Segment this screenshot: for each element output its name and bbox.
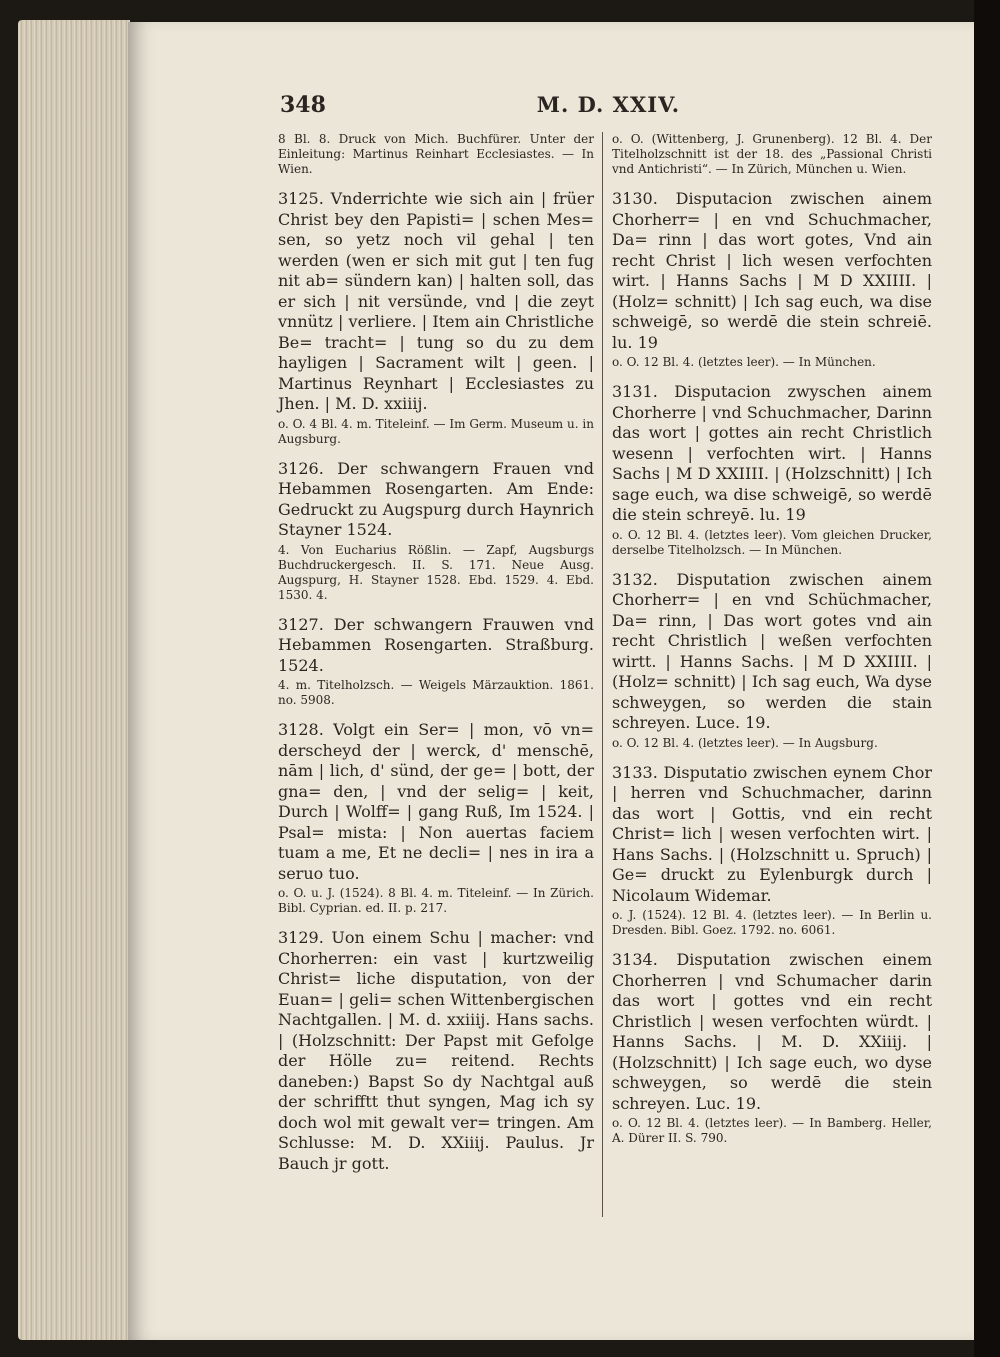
entry-note: o. O. 12 Bl. 4. (letztes leer). Vom gleichen Drucker, derselbe Titelholzsch. — In München. (612, 527, 932, 557)
entry-3128 (278, 720, 594, 916)
entry-3134 (612, 950, 932, 1146)
entry-title: 3134. Disputation zwischen einem Chorherren | vnd Schumacher darin das wort | gottes vnd ein recht Christlich | wesen verfochten würdt. | Hanns Sachs. | M. D. XXiiij. | (Holzschnitt) | Ich sage euch, wo dyse schweygen, so werdē die stein schreyen. Luc. 19. (612, 950, 932, 1113)
entry-note: o. O. u. J. (1524). 8 Bl. 4. m. Titeleinf. — In Zürich. Bibl. Cyprian. ed. II. p. 217. (278, 886, 594, 915)
entry-title: 3131. Disputacion zwyschen ainem Chorherre | vnd Schuchmacher, Darinn das wort | gottes ain recht Christlich wesenn | verfochten wirt. | Hanns Sachs | M D XXIIII. | (Holzschnitt) | Ich sage euch, wa dise schweigē, so werdē die stein schreyē. lu. 19 (612, 382, 932, 524)
entry-3133 (612, 763, 932, 939)
entry-title: 3126. Der schwangern Frauen vnd Hebammen Rosengarten. Am Ende: Gedruckt zu Augspurg durch Haynrich Stayner 1524. (278, 458, 594, 539)
entry-3130 (612, 189, 932, 370)
entry-note: 8 Bl. 8. Druck von Mich. Buchfürer. Unter der Einleitung: Martinus Reinhart Ecclesiastes. — In Wien. (278, 132, 594, 176)
entry-3125 (278, 189, 594, 447)
entry-title: 3132. Disputation zwischen ainem Chorherr= | en vnd Schüchmacher, Da= rinn, | Das wort gotes vnd ain recht Christlich | weßen verfochten wirtt. | Hanns Sachs. | M D XXIIII. | (Holz= schnitt) | Ich sag euch, Wa dyse schweygen, so werden die stain schreyen. Luce. 19. (612, 569, 932, 732)
entry-title: 3125. Vnderrichte wie sich ain | früer Christ bey den Papisti= | schen Mes= sen, so yetz noch vil gehal | ten werden (wen er sich mit gut | ten fug nit ab= sündern kan) | halten soll, das er sich | nit versünde, vnd | die zeyt vnnütz | verliere. | Item ain Christliche Be= tracht= | tung so du zu dem hayligen | Sacrament wilt | geen. | Martinus Reynhart | Ecclesiastes zu Jhen. | M. D. xxiiij. (278, 189, 594, 413)
column-divider (602, 132, 603, 1217)
running-head: M. D. XXIV. (536, 92, 680, 117)
entry-note: o. O. 12 Bl. 4. (letztes leer). — In München. (612, 355, 876, 369)
entry-note: o. J. (1524). 12 Bl. 4. (letztes leer). — In Berlin u. Dresden. Bibl. Goez. 1792. no. 6061. (612, 908, 932, 937)
entry-title: 3128. Volgt ein Ser= | mon, vō vn= derscheyd der | werck, d' menschē, nām | lich, d' sünd, der ge= | bott, der gna= den, | vnd der selig= | keit, Durch | Wolff= | gang Ruß, Im 1524. | Psal= mista: | Non auertas faciem tuam a me, Et ne decli= | nes in ira a seruo tuo. (278, 720, 594, 883)
entry-note: o. O. 12 Bl. 4. (letztes leer). — In Bamberg. Heller, A. Dürer II. S. 790. (612, 1116, 932, 1145)
entry-note: 4. Von Eucharius Rößlin. — Zapf, Augsburgs Buchdruckergesch. II. S. 171. Neue Ausg. Augspurg, H. Stayner 1528. Ebd. 1529. 4. Ebd. 1530. 4. (278, 542, 594, 602)
entry-title: 3130. Disputacion zwischen ainem Chorherr= | en vnd Schuchmacher, Da= rinn | das wort gotes, Vnd ain recht Christ | lich wesen verfochten wirt. | Hanns Sachs | M D XXIIII. | (Holz= schnitt) | Ich sag euch, wa dise schweigē, so werdē die stein schreiē. lu. 19 (612, 189, 932, 352)
entry-title: 3129. Uon einem Schu | macher: vnd Chorherren: ein vast | kurtzweilig Christ= liche disputation, von der Euan= | geli= schen Wittenbergischen Nachtgallen. | M. d. xxiiij. Hans sachs. | (Holzschnitt: Der Papst mit Gefolge der Hölle zu= reitend. Rechts daneben:) Bapst So dy Nachtgal auß der schrifftt thut syngen, Mag ich sy doch wol mit gewalt ver= tringen. Am Schlusse: M. D. XXiiij. Paulus. Jr Bauch jr gott. (278, 928, 594, 1173)
entry-note: 4. m. Titelholzsch. — Weigels Märzauktion. 1861. no. 5908. (278, 678, 594, 707)
entry-3132 (612, 570, 932, 751)
entry-3129 (278, 928, 594, 1174)
entry-title: 3127. Der schwangern Frauwen vnd Hebammen Rosengarten. Straßburg. 1524. (278, 614, 594, 675)
entry (278, 132, 594, 177)
page-number: 348 (280, 92, 326, 118)
entry-note: o. O. 12 Bl. 4. (letztes leer). — In Augsburg. (612, 735, 878, 750)
entry (612, 132, 932, 177)
entry-3126 (278, 459, 594, 603)
entry-note: o. O. 4 Bl. 4. m. Titeleinf. — Im Germ. Museum u. in Augsburg. (278, 416, 594, 446)
left-column (278, 130, 594, 1186)
entry-note: o. O. (Wittenberg, J. Grunenberg). 12 Bl. 4. Der Titelholzschnitt ist der 18. des „Passional Christi vnd Antichristi“. — In Zürich, München u. Wien. (612, 132, 932, 176)
entry-3131 (612, 382, 932, 558)
right-shadow (974, 0, 1000, 1357)
right-column (612, 130, 932, 1158)
page-edges (18, 20, 130, 1340)
entry-title: 3133. Disputatio zwischen eynem Chor | herren vnd Schuchmacher, darinn das wort | Gottis, vnd ein recht Christ= lich | wesen verfochten wirt. | Hans Sachs. | (Holzschnitt u. Spruch) | Ge= druckt zu Eylenburgk durch | Nicolaum Widemar. (612, 762, 932, 905)
entry-3127 (278, 615, 594, 709)
page-header (280, 92, 680, 122)
